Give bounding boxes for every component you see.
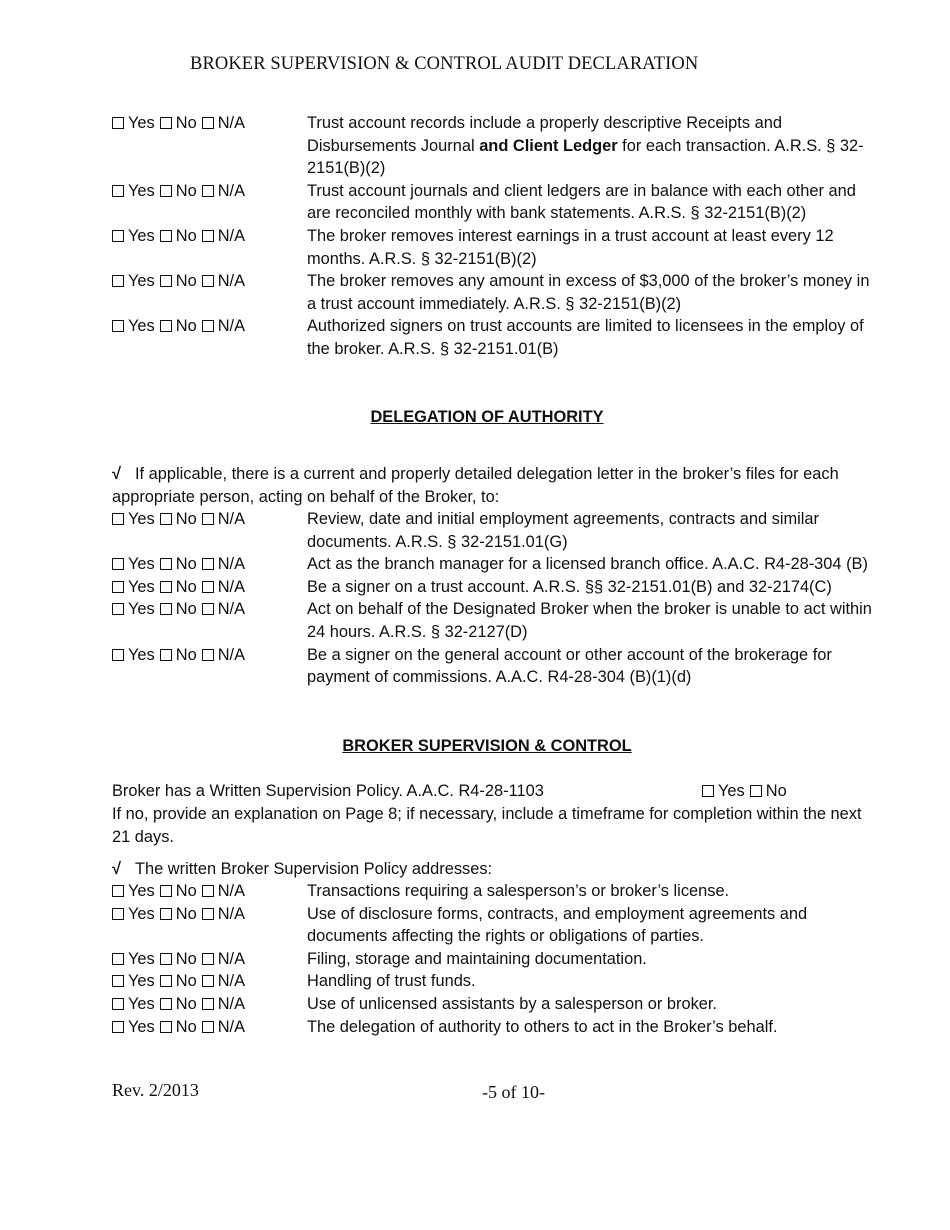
checklist-row — [112, 270, 872, 315]
yes-checkbox[interactable] — [112, 185, 124, 197]
delegation-checklist — [112, 508, 872, 689]
yes-no-na-options: Yes No N/A — [112, 225, 307, 270]
checklist-row — [112, 598, 872, 643]
yes-no-na-options: Yes No N/A — [112, 903, 307, 948]
na-checkbox[interactable] — [202, 513, 214, 525]
checklist-item-text: Review, date and initial employment agreements, contracts and similar documents. A.R.S. § 32-2151.01(G) — [307, 510, 819, 551]
yes-no-na-options: Yes No N/A — [112, 948, 307, 971]
yes-no-na-options: Yes No N/A — [112, 180, 307, 225]
checklist-row — [112, 225, 872, 270]
no-checkbox[interactable] — [160, 1021, 172, 1033]
checklist-item-text: Handling of trust funds. — [307, 972, 476, 991]
check-mark-icon: √ — [112, 860, 121, 878]
no-checkbox[interactable] — [160, 581, 172, 593]
checklist-item-text: The broker removes interest earnings in a trust account at least every 12 months. A.R.S. § 32-2151(B)(2) — [307, 226, 834, 268]
delegation-heading: DELEGATION OF AUTHORITY — [370, 408, 604, 426]
yes-no-na-options: Yes No N/A — [112, 644, 307, 689]
checklist-row — [112, 112, 872, 180]
no-checkbox[interactable] — [160, 117, 172, 129]
no-checkbox[interactable] — [160, 953, 172, 965]
na-checkbox[interactable] — [202, 320, 214, 332]
policy-yes-no-options: Yes No — [702, 780, 787, 803]
page-title: BROKER SUPERVISION & CONTROL AUDIT DECLARATION — [190, 54, 699, 74]
checklist-item-text: Trust account journals and client ledgers are in balance with each other and are reconciled monthly with bank statements. A.R.S. § 32-2151(B)(2) — [307, 181, 856, 223]
checklist-item-text: Transactions requiring a salesperson’s or broker’s license. — [307, 882, 730, 900]
checklist-row — [112, 508, 872, 553]
yes-no-na-options: Yes No N/A — [112, 270, 307, 315]
trust-account-checklist — [112, 112, 872, 361]
checklist-row — [112, 880, 872, 903]
yes-checkbox[interactable] — [112, 975, 124, 987]
na-checkbox[interactable] — [202, 1021, 214, 1033]
checklist-item-text: Be a signer on a trust account. A.R.S. §§ 32-2151.01(B) and 32-2174(C) — [307, 577, 832, 596]
no-checkbox[interactable] — [160, 275, 172, 287]
policy-addresses-intro: √ The written Broker Supervision Policy addresses: — [112, 860, 493, 878]
na-checkbox[interactable] — [202, 885, 214, 897]
yes-no-na-options: Yes No N/A — [112, 553, 307, 576]
no-checkbox[interactable] — [160, 885, 172, 897]
no-checkbox[interactable] — [160, 230, 172, 242]
yes-no-na-options: Yes No N/A — [112, 598, 307, 643]
checklist-row — [112, 576, 872, 599]
yes-no-na-options: Yes No N/A — [112, 993, 307, 1016]
checklist-row — [112, 948, 872, 971]
no-checkbox[interactable] — [160, 908, 172, 920]
checklist-item-text: Authorized signers on trust accounts are limited to licensees in the employ of the broker. A.R.S. § 32-2151.01(B) — [307, 317, 864, 358]
checklist-item-text: The broker removes any amount in excess of $3,000 of the broker’s money in a trust account immediately. A.R.S. § 32-2151(B)(2) — [307, 272, 870, 313]
checklist-row — [112, 903, 872, 948]
revision-label: Rev. 2/2013 — [112, 1080, 199, 1100]
page-number: -5 of 10- — [482, 1082, 545, 1102]
no-checkbox[interactable] — [160, 603, 172, 615]
na-checkbox[interactable] — [202, 975, 214, 987]
na-checkbox[interactable] — [202, 230, 214, 242]
checklist-item-text: The delegation of authority to others to act in the Broker’s behalf. — [307, 1017, 778, 1036]
no-checkbox[interactable] — [750, 785, 762, 797]
yes-checkbox[interactable] — [112, 1021, 124, 1033]
na-checkbox[interactable] — [202, 649, 214, 661]
yes-checkbox[interactable] — [112, 581, 124, 593]
no-checkbox[interactable] — [160, 558, 172, 570]
yes-checkbox[interactable] — [112, 998, 124, 1010]
yes-no-na-options: Yes No N/A — [112, 1016, 307, 1039]
yes-no-na-options: Yes No N/A — [112, 576, 307, 599]
checklist-row — [112, 1016, 872, 1039]
check-mark-icon: √ — [112, 465, 121, 483]
yes-checkbox[interactable] — [112, 230, 124, 242]
no-checkbox[interactable] — [160, 185, 172, 197]
yes-checkbox[interactable] — [702, 785, 714, 797]
na-checkbox[interactable] — [202, 581, 214, 593]
na-checkbox[interactable] — [202, 185, 214, 197]
yes-checkbox[interactable] — [112, 908, 124, 920]
na-checkbox[interactable] — [202, 953, 214, 965]
yes-checkbox[interactable] — [112, 953, 124, 965]
yes-no-na-options: Yes No N/A — [112, 315, 307, 360]
checklist-item-text: Filing, storage and maintaining documentation. — [307, 949, 647, 968]
no-checkbox[interactable] — [160, 513, 172, 525]
yes-checkbox[interactable] — [112, 558, 124, 570]
na-checkbox[interactable] — [202, 558, 214, 570]
checklist-row — [112, 180, 872, 225]
no-checkbox[interactable] — [160, 320, 172, 332]
checklist-row — [112, 644, 872, 689]
na-checkbox[interactable] — [202, 908, 214, 920]
yes-checkbox[interactable] — [112, 885, 124, 897]
yes-no-na-options: Yes No N/A — [112, 970, 307, 993]
na-checkbox[interactable] — [202, 275, 214, 287]
yes-checkbox[interactable] — [112, 320, 124, 332]
no-checkbox[interactable] — [160, 975, 172, 987]
yes-checkbox[interactable] — [112, 117, 124, 129]
checklist-item-text: Use of unlicensed assistants by a salesperson or broker. — [307, 994, 717, 1013]
checklist-row — [112, 315, 872, 360]
written-policy-line: Broker has a Written Supervision Policy. A.A.C. R4-28-1103 Yes No — [112, 780, 862, 803]
checklist-row — [112, 993, 872, 1016]
yes-no-na-options: Yes No N/A — [112, 112, 307, 180]
na-checkbox[interactable] — [202, 117, 214, 129]
delegation-intro: √ If applicable, there is a current and properly detailed delegation letter in the broker’s files for each appropriate person, acting on behalf of the Broker, to: — [112, 465, 839, 506]
policy-checklist — [112, 880, 872, 1038]
checklist-item-text: Be a signer on the general account or other account of the brokerage for payment of commissions. A.A.C. R4-28-304 (B)(1)(d) — [307, 645, 832, 687]
yes-checkbox[interactable] — [112, 649, 124, 661]
checklist-item-text: Use of disclosure forms, contracts, and employment agreements and documents affecting the rights or obligations of parties. — [307, 904, 808, 946]
checklist-item-text: Act as the branch manager for a licensed branch office. A.A.C. R4-28-304 (B) — [307, 555, 868, 574]
yes-checkbox[interactable] — [112, 513, 124, 525]
policy-explanation: If no, provide an explanation on Page 8; if necessary, include a timeframe for completion within the next 21 days. — [112, 805, 862, 846]
checklist-item-text: Trust account records include a properly descriptive Receipts and Disbursements Journal and Client Ledger for each transaction. A.R.S. § 32-2151(B)(2) — [307, 114, 864, 178]
no-checkbox[interactable] — [160, 649, 172, 661]
yes-checkbox[interactable] — [112, 275, 124, 287]
supervision-heading: BROKER SUPERVISION & CONTROL — [342, 737, 632, 755]
yes-no-na-options: Yes No N/A — [112, 508, 307, 553]
yes-checkbox[interactable] — [112, 603, 124, 615]
na-checkbox[interactable] — [202, 998, 214, 1010]
na-checkbox[interactable] — [202, 603, 214, 615]
checklist-row — [112, 553, 872, 576]
yes-no-na-options: Yes No N/A — [112, 880, 307, 903]
checklist-item-text: Act on behalf of the Designated Broker when the broker is unable to act within 24 hours. A.R.S. § 32-2127(D) — [307, 600, 872, 641]
checklist-row — [112, 970, 872, 993]
no-checkbox[interactable] — [160, 998, 172, 1010]
